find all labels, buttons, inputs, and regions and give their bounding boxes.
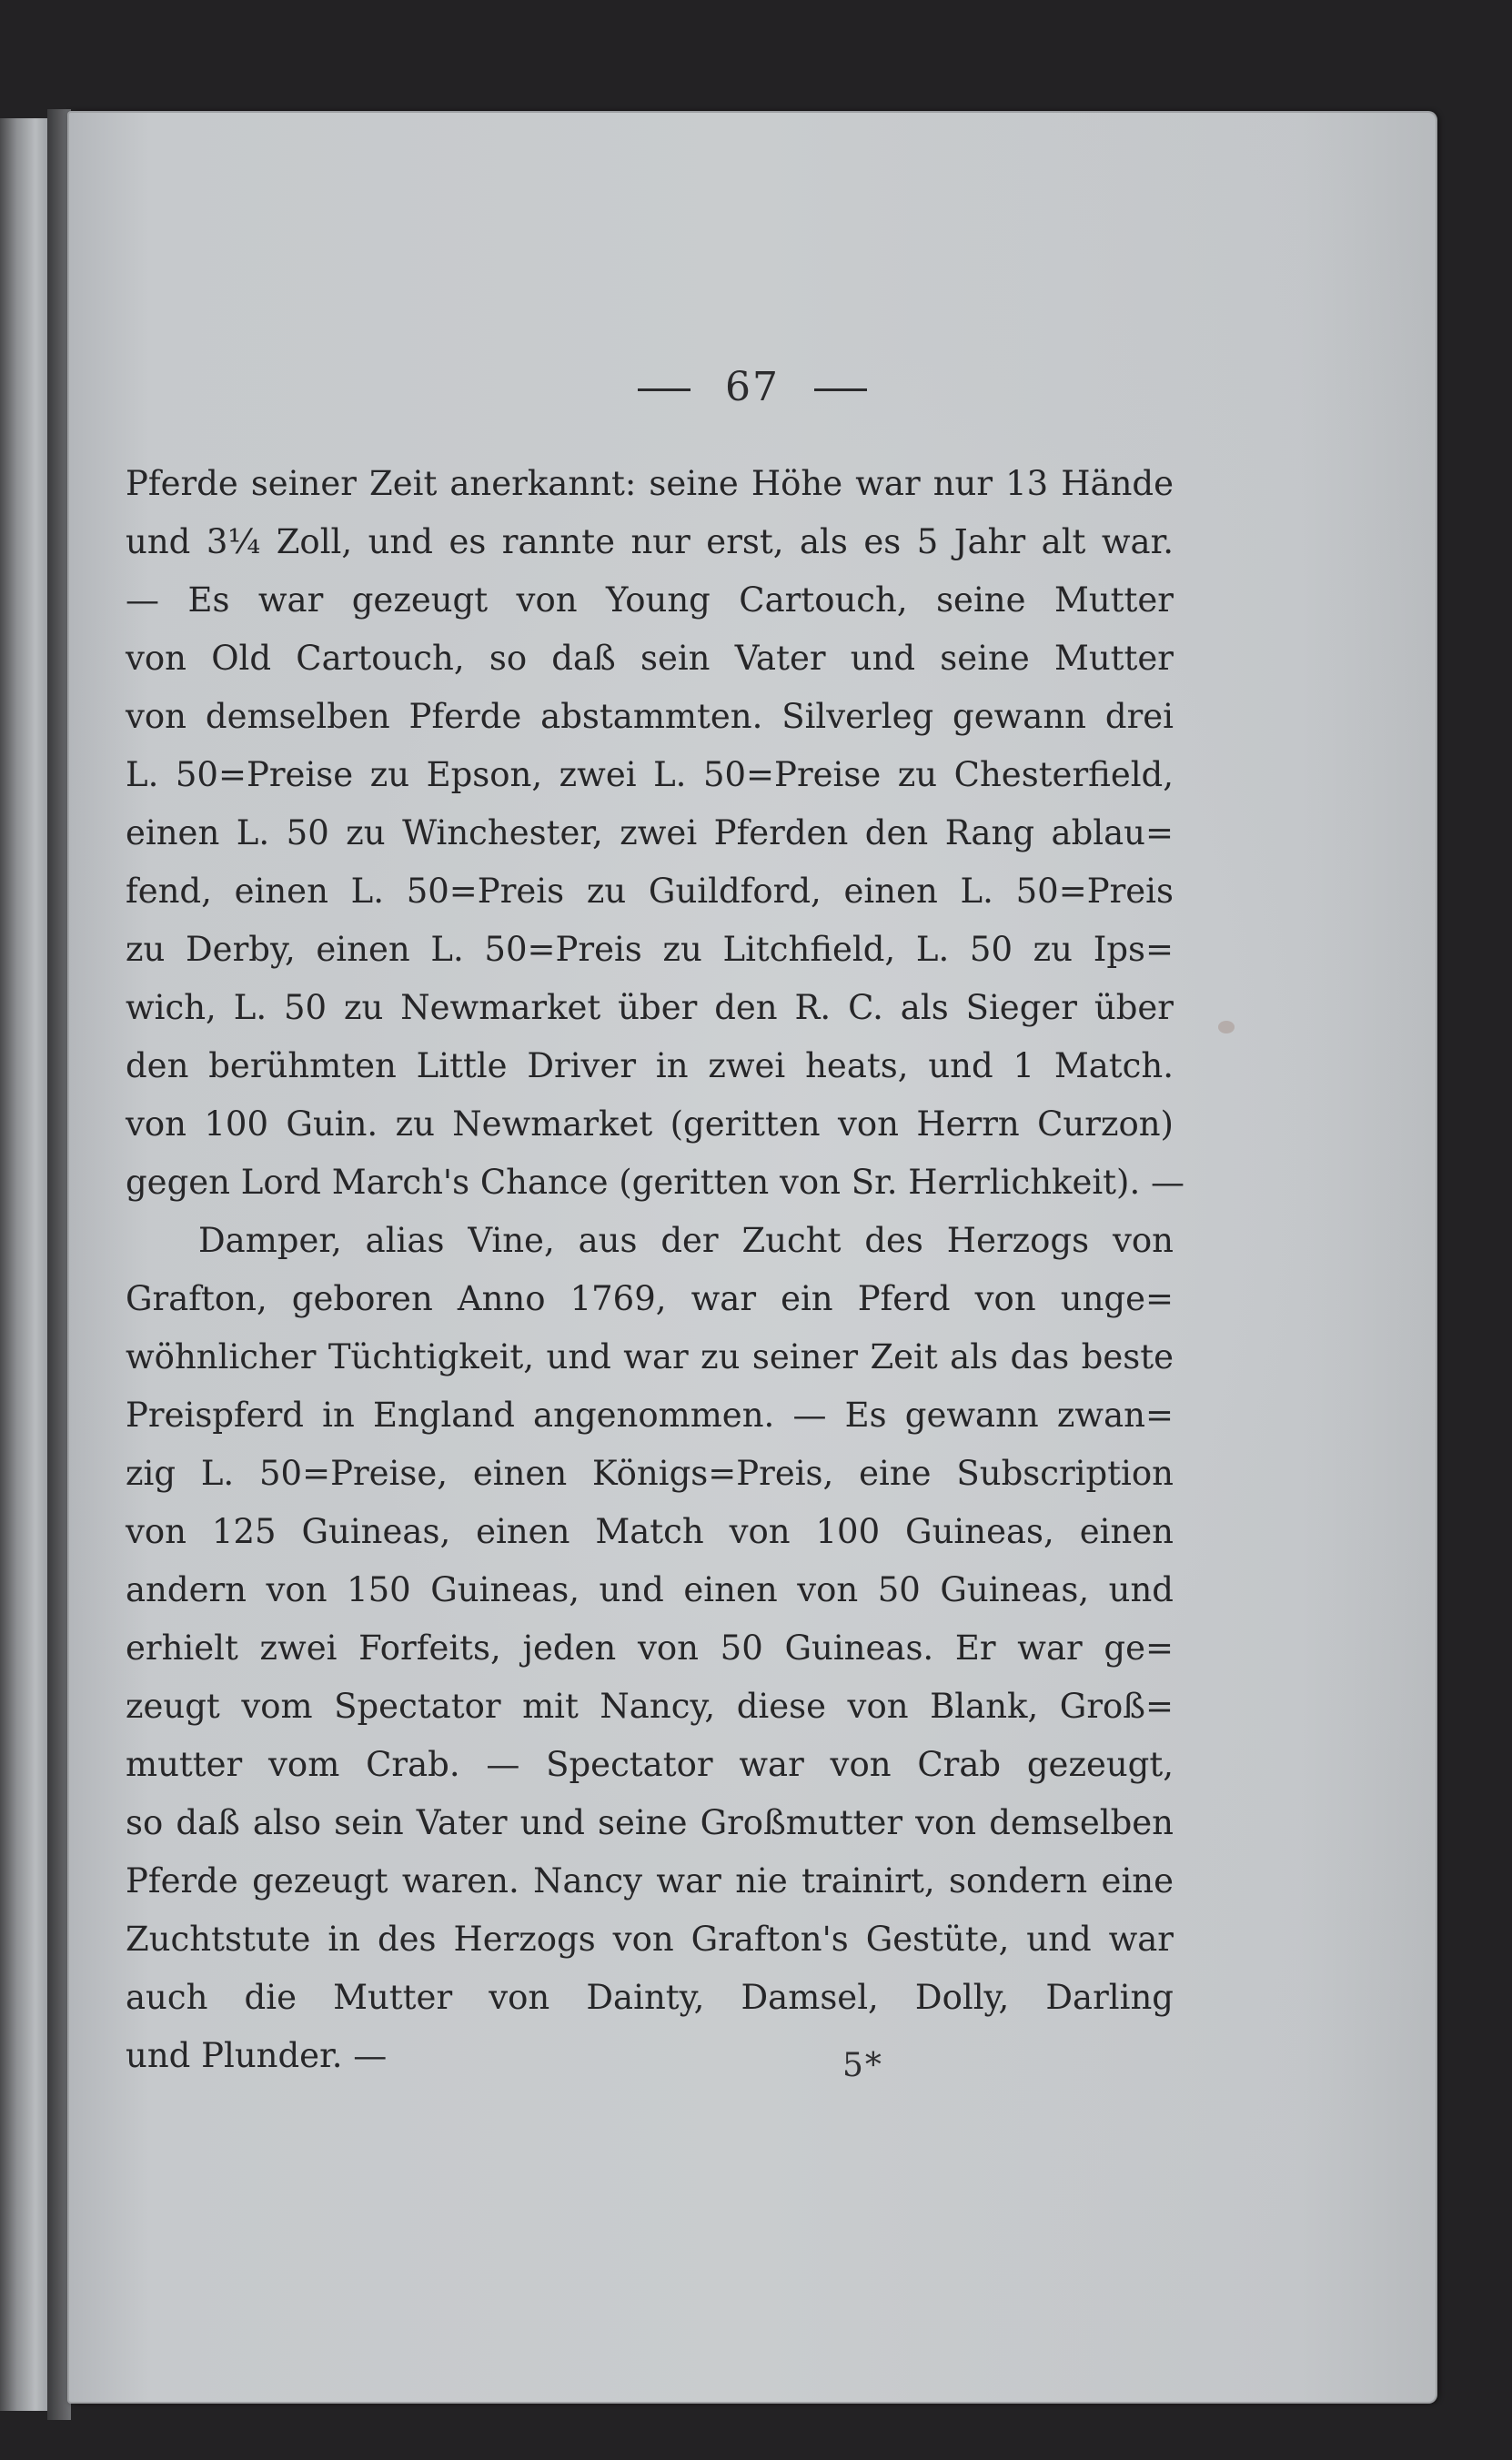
text-line: gegen Lord March's Chance (geritten von Sr. Herrlichkeit). —: [126, 1163, 1185, 1202]
text-line: fend, einen L. 50=Preis zu Guildford, einen L. 50=Preis: [126, 872, 1174, 911]
text-line: mutter vom Crab. — Spectator war von Crab gezeugt,: [126, 1745, 1174, 1784]
text-line: erhielt zwei Forfeits, jeden von 50 Guineas. Er war ge=: [126, 1628, 1174, 1668]
text-line: und 3¼ Zoll, und es rannte nur erst, als es 5 Jahr alt war.: [126, 522, 1174, 561]
text-line: zu Derby, einen L. 50=Preis zu Litchfield, L. 50 zu Ips=: [126, 930, 1174, 969]
text-line: Preispferd in England angenommen. — Es gewann zwan=: [126, 1396, 1174, 1435]
page-header: [67, 364, 1437, 410]
text-line: von demselben Pferde abstammten. Silverleg gewann drei: [126, 697, 1174, 736]
page-number: 67: [725, 364, 780, 410]
text-line: andern von 150 Guineas, und einen von 50 Guineas, und: [126, 1570, 1174, 1609]
paper-stain: [1218, 1021, 1235, 1033]
text-line: den berühmten Little Driver in zwei heats, und 1 Match.: [126, 1046, 1174, 1085]
page-sheet: [67, 111, 1437, 2404]
text-line: Grafton, geboren Anno 1769, war ein Pferd von unge=: [126, 1279, 1174, 1318]
header-dash-left: [638, 388, 690, 391]
header-dash-right: [814, 388, 867, 391]
text-line: so daß also sein Vater und seine Großmutter von demselben: [126, 1803, 1174, 1842]
text-line: L. 50=Preise zu Epson, zwei L. 50=Preise zu Chesterfield,: [126, 755, 1174, 794]
text-line: einen L. 50 zu Winchester, zwei Pferden den Rang ablau=: [126, 813, 1174, 852]
text-line: von 100 Guin. zu Newmarket (geritten von Herrn Curzon): [126, 1104, 1174, 1144]
text-line: wöhnlicher Tüchtigkeit, und war zu seiner Zeit als das beste: [126, 1337, 1174, 1376]
text-line: von 125 Guineas, einen Match von 100 Guineas, einen: [126, 1512, 1174, 1551]
text-line: zig L. 50=Preise, einen Königs=Preis, eine Subscription: [126, 1454, 1174, 1493]
paragraph-start-line: Damper, alias Vine, aus der Zucht des Herzogs von: [198, 1221, 1174, 1260]
signature-mark: 5*: [842, 2047, 883, 2084]
text-line: Zuchtstute in des Herzogs von Grafton's Gestüte, und war: [126, 1920, 1174, 1959]
text-line: Pferde gezeugt waren. Nancy war nie trainirt, sondern eine: [126, 1861, 1174, 1900]
text-line: wich, L. 50 zu Newmarket über den R. C. als Sieger über: [126, 988, 1174, 1027]
body-text: [126, 455, 1185, 2085]
text-line: von Old Cartouch, so daß sein Vater und seine Mutter: [126, 639, 1174, 678]
text-line-last: und Plunder. —: [126, 2036, 388, 2075]
book-binding-edge: [0, 118, 47, 2411]
text-line: — Es war gezeugt von Young Cartouch, seine Mutter: [126, 580, 1174, 620]
text-line: zeugt vom Spectator mit Nancy, diese von Blank, Groß=: [126, 1687, 1174, 1726]
text-line: auch die Mutter von Dainty, Damsel, Dolly, Darling: [126, 1978, 1174, 2017]
text-line: Pferde seiner Zeit anerkannt: seine Höhe war nur 13 Hände: [126, 464, 1174, 503]
